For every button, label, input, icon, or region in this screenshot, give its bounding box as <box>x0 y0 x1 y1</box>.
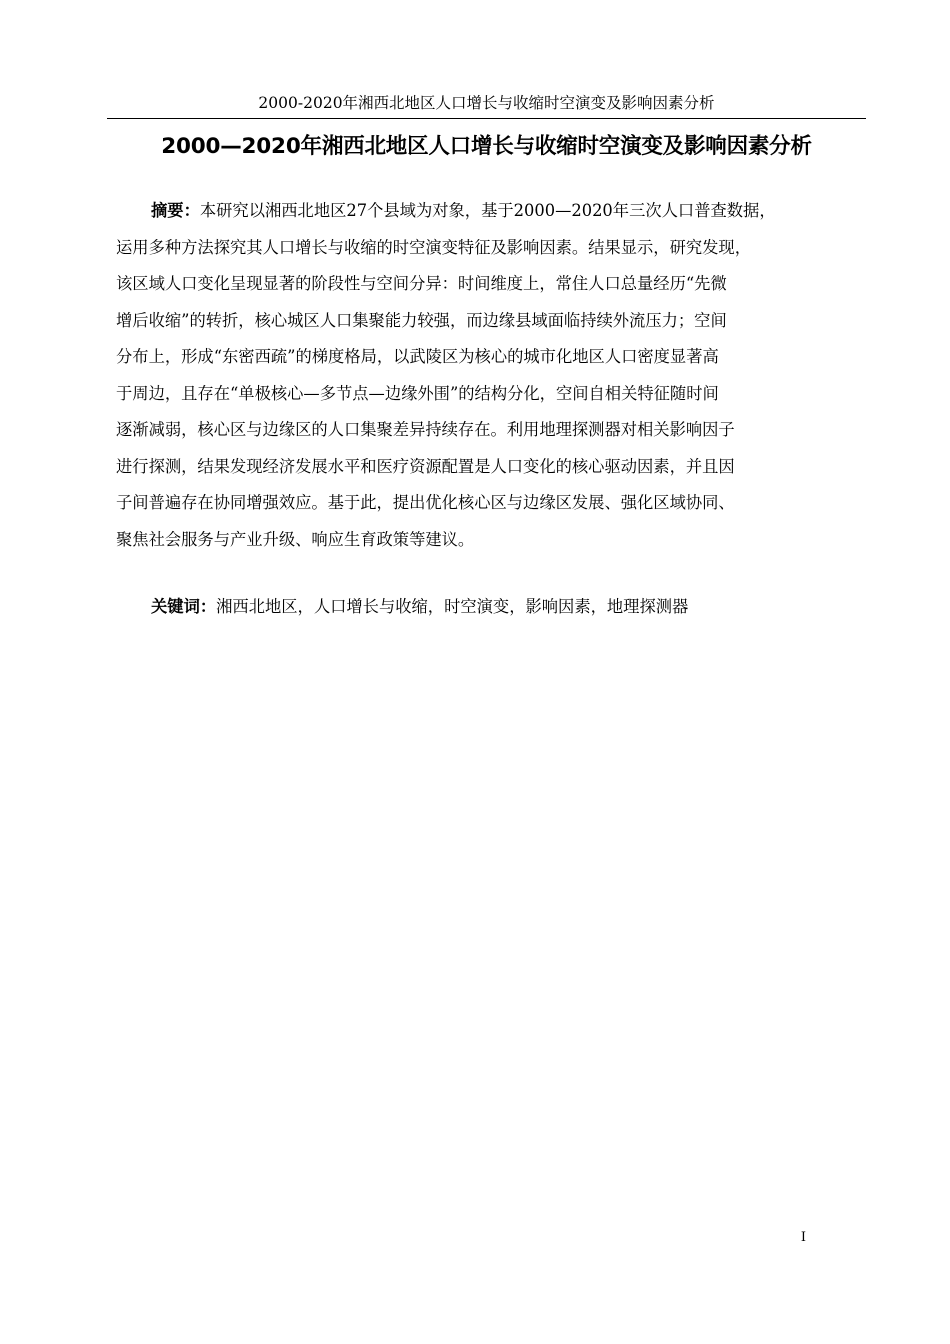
abstract-label: 摘要： <box>151 201 200 220</box>
page-number: I <box>800 1230 806 1245</box>
abstract-line: 增后收缩”的转折，核心城区人口集聚能力较强，而边缘县域面临持续外流压力；空间 <box>116 310 727 330</box>
abstract-line: 该区域人口变化呈现显著的阶段性与空间分异：时间维度上，常住人口总量经历“先微 <box>116 274 727 293</box>
running-header <box>107 91 866 119</box>
keywords-text: 湘西北地区，人口增长与收缩，时空演变，影响因素，地理探测器 <box>216 597 689 616</box>
abstract-line: 聚焦社会服务与产业升级、响应生育政策等建议。 <box>116 529 475 549</box>
running-header-title: 2000-2020年湘西北地区人口增长与收缩时空演变及影响因素分析 <box>258 94 715 112</box>
abstract-line: 于周边，且存在“单极核心—多节点—边缘外围”的结构分化，空间自相关特征随时间 <box>116 383 719 403</box>
keywords-label: 关键词： <box>151 597 217 616</box>
abstract-line: 分布上，形成“东密西疏”的梯度格局，以武陵区为核心的城市化地区人口密度显著高 <box>116 347 719 366</box>
abstract-line-text: 本研究以湘西北地区27个县域为对象，基于2000—2020年三次人口普查数据， <box>199 201 776 220</box>
abstract-line: 进行探测，结果发现经济发展水平和医疗资源配置是人口变化的核心驱动因素，并且因 <box>116 456 735 476</box>
abstract-section <box>116 193 876 558</box>
abstract-line <box>116 193 876 230</box>
abstract-line: 逐渐减弱，核心区与边缘区的人口集聚差异持续存在。利用地理探测器对相关影响因子 <box>116 420 735 439</box>
abstract-line: 子间普遍存在协同增强效应。基于此，提出优化核心区与边缘区发展、强化区域协同、 <box>116 493 735 512</box>
keywords-line <box>151 589 688 625</box>
abstract-line: 运用多种方法探究其人口增长与收缩的时空演变特征及影响因素。结果显示，研究发现， <box>116 237 751 257</box>
document-title: 2000—2020年湘西北地区人口增长与收缩时空演变及影响因素分析 <box>161 134 812 159</box>
